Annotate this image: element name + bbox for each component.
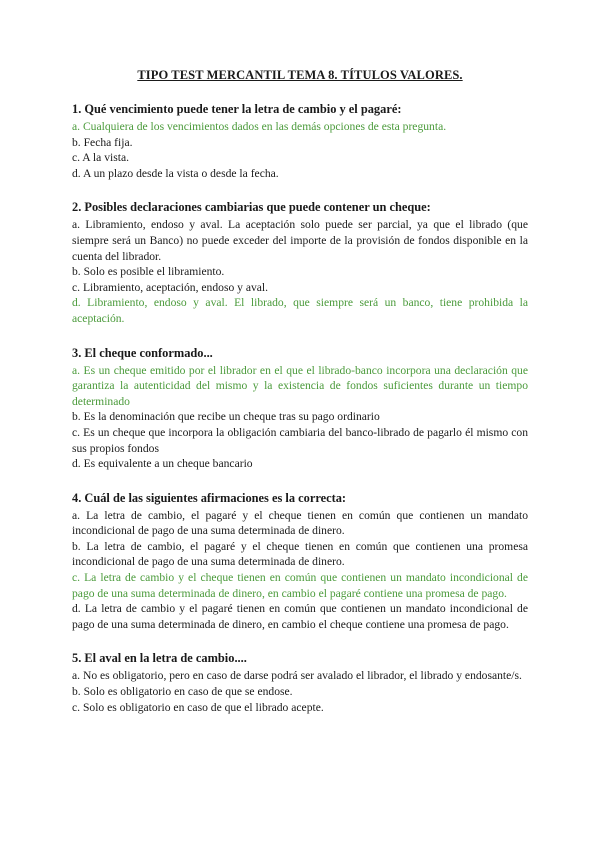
answer-option: b. Solo es obligatorio en caso de que se endose. [72, 685, 293, 699]
document-page [72, 68, 528, 733]
answer-option: c. Solo es obligatorio en caso de que el librado acepte. [72, 700, 324, 714]
answer-option: d. A un plazo desde la vista o desde la fecha. [72, 166, 279, 180]
answer-option-correct: d. Libramiento, endoso y aval. El librado, que siempre será un banco, tiene prohibida la aceptación. [72, 296, 528, 325]
answer-option: d. Es equivalente a un cheque bancario [72, 457, 253, 471]
question-2 [72, 199, 528, 326]
question-heading: 1. Qué vencimiento puede tener la letra de cambio y el pagaré: [72, 102, 402, 116]
answer-option: b. Es la denominación que recibe un cheque tras su pago ordinario [72, 410, 380, 424]
answer-option: c. Libramiento, aceptación, endoso y aval. [72, 280, 269, 294]
answer-option: b. La letra de cambio, el pagaré y el cheque tienen en común que contienen una promesa incondicional de pago de una suma determinada de dinero. [72, 539, 528, 569]
answer-option: c. A la vista. [72, 151, 129, 165]
answer-option-correct: a. Es un cheque emitido por el librador en el que el librado-banco incorpora una declaración que garantiza la autenticidad del mismo y la existencia de fondos suficientes durante un tiempo determinado [72, 363, 528, 408]
answer-option: a. Libramiento, endoso y aval. La aceptación solo puede ser parcial, ya que el librado (que siempre será un Banco) no puede exceder del importe de la provisión de fondos disponible en la cuenta del librador. [72, 218, 528, 263]
answer-option-correct: a. Cualquiera de los vencimientos dados en las demás opciones de esta pregunta. [72, 120, 447, 133]
question-1 [72, 101, 528, 181]
answer-option: b. Fecha fija. [72, 135, 133, 149]
document-title: TIPO TEST MERCANTIL TEMA 8. TÍTULOS VALORES. [137, 68, 463, 82]
question-heading: 5. El aval en la letra de cambio.... [72, 651, 247, 666]
answer-option: a. La letra de cambio, el pagaré y el cheque tienen en común que contienen un mandato incondicional de pago de una suma determinada de dinero. [72, 508, 528, 538]
question-heading: 2. Posibles declaraciones cambiarias que puede contener un cheque: [72, 200, 431, 215]
answer-option: b. Solo es posible el libramiento. [72, 265, 225, 279]
question-heading: 4. Cuál de las siguientes afirmaciones es la correcta: [72, 490, 347, 505]
answer-option: d. La letra de cambio y el pagaré tienen en común que contienen un mandato incondicional de pago de una suma determinada de dinero, en cambio el cheque contiene una promesa de pago. [72, 602, 528, 631]
answer-option: c. Es un cheque que incorpora la obligación cambiaria del banco-librado de pagarlo él mismo con sus propios fondos [72, 425, 528, 455]
question-3 [72, 345, 528, 472]
answer-option-correct: c. La letra de cambio y el cheque tienen en común que contienen un mandato incondicional de pago de una suma determinada de dinero, en cambio el pagaré contiene una promesa de pago. [72, 571, 528, 600]
question-heading: 3. El cheque conformado... [72, 345, 213, 360]
question-5 [72, 650, 528, 715]
answer-option: a. No es obligatorio, pero en caso de darse podrá ser avalado el librador, el librado y endosante/s. [72, 669, 522, 683]
question-4 [72, 490, 528, 633]
